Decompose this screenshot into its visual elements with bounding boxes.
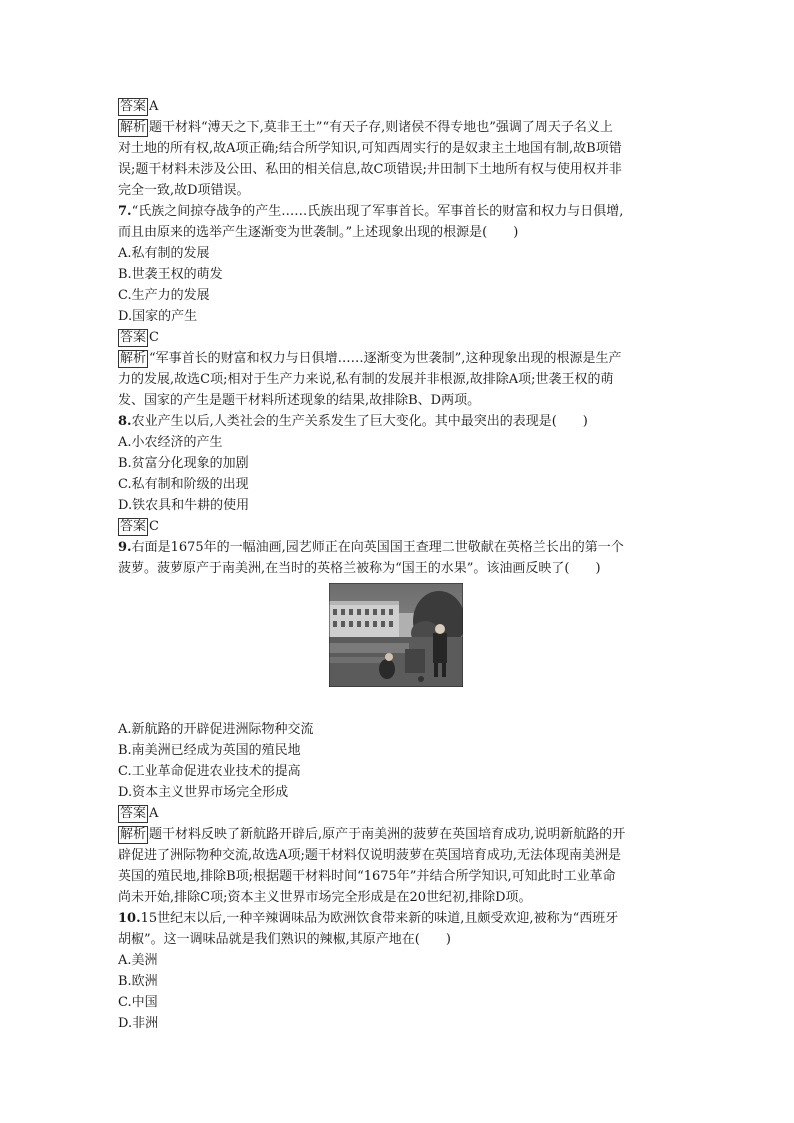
analysis-tag: 解析 bbox=[120, 351, 147, 366]
option-item: B.欧洲 bbox=[118, 974, 158, 989]
answer-value: A bbox=[149, 806, 159, 821]
answer-line bbox=[118, 96, 678, 117]
analysis-line bbox=[118, 180, 678, 201]
answer-line bbox=[118, 803, 678, 824]
option-item: C.私有制和阶级的出现 bbox=[118, 477, 249, 492]
question-text: 右面是1675年的一幅油画,园艺师正在向英国国王查理二世敬献在英格兰长出的第一个 bbox=[131, 540, 624, 555]
option-item: A.新航路的开辟促进洲际物种交流 bbox=[118, 722, 314, 737]
option-item: D.国家的产生 bbox=[118, 309, 198, 324]
option-item: A.美洲 bbox=[118, 953, 158, 968]
answer-value: A bbox=[149, 99, 159, 114]
option-item: C.中国 bbox=[118, 995, 158, 1010]
analysis-line bbox=[118, 824, 678, 845]
option-item: B.世袭王权的萌发 bbox=[118, 267, 223, 282]
option-item: D.资本主义世界市场完全形成 bbox=[118, 785, 289, 800]
answer-value: C bbox=[149, 330, 159, 345]
option-item: A.小农经济的产生 bbox=[118, 435, 223, 450]
option-item: B.南美洲已经成为英国的殖民地 bbox=[118, 743, 301, 758]
answer-tag: 答案 bbox=[120, 99, 147, 114]
analysis-line bbox=[118, 348, 678, 369]
option-item: C.生产力的发展 bbox=[118, 288, 210, 303]
question-line bbox=[118, 537, 678, 558]
analysis-line bbox=[118, 866, 678, 887]
analysis-text: 完全一致,故D项错误。 bbox=[118, 183, 250, 198]
analysis-text: 题干材料反映了新航路开辟后,原产于南美洲的菠萝在英国培育成功,说明新航路的开 bbox=[149, 827, 626, 842]
analysis-text: “军事首长的财富和权力与日俱增……逐渐变为世袭制”,这种现象出现的根源是生产 bbox=[149, 351, 622, 366]
question-text: 15世纪末以后,一种辛辣调味品为欧洲饮食带来新的味道,且颇受欢迎,被称为“西班牙 bbox=[140, 911, 619, 926]
question-text: “氏族之间掠夺战争的产生……氏族出现了军事首长。军事首长的财富和权力与日俱增, bbox=[131, 204, 624, 219]
question-line bbox=[118, 929, 678, 950]
option-item: B.贫富分化现象的加剧 bbox=[118, 456, 249, 471]
analysis-tag: 解析 bbox=[120, 827, 147, 842]
analysis-text: 英国的殖民地,排除B项;根据题干材料时间“1675年”并结合所学知识,可知此时工业革命 bbox=[118, 869, 616, 884]
question-line bbox=[118, 411, 678, 432]
option-item: C.工业革命促进农业技术的提高 bbox=[118, 764, 301, 779]
option-item: D.非洲 bbox=[118, 1016, 159, 1031]
question-number: 7. bbox=[118, 204, 132, 219]
option-item: D.铁农具和牛耕的使用 bbox=[118, 498, 250, 513]
analysis-line bbox=[118, 117, 678, 138]
option-item: A.私有制的发展 bbox=[118, 246, 210, 261]
analysis-text: 辟促进了洲际物种交流,故选A项;题干材料仅说明菠萝在英国培育成功,无法体现南美洲是 bbox=[118, 848, 622, 863]
question-text: 农业产生以后,人类社会的生产关系发生了巨大变化。其中最突出的表现是( ) bbox=[131, 414, 588, 429]
question-line bbox=[118, 558, 678, 579]
question-line bbox=[118, 201, 678, 222]
question-text: 而且由原来的选举产生逐渐变为世袭制。”上述现象出现的根源是( ) bbox=[118, 225, 519, 240]
analysis-text: 误;题干材料未涉及公田、私田的相关信息,故C项错误;井田制下土地所有权与使用权并非 bbox=[118, 162, 622, 177]
answer-tag: 答案 bbox=[120, 330, 147, 345]
answer-tag: 答案 bbox=[120, 519, 147, 534]
document-page bbox=[118, 96, 678, 1034]
figure bbox=[118, 583, 678, 711]
question-text: 菠萝。菠萝原产于南美洲,在当时的英格兰被称为“国王的水果”。该油画反映了( ) bbox=[118, 561, 601, 576]
analysis-line bbox=[118, 159, 678, 180]
question-line bbox=[118, 222, 678, 243]
question-number: 10. bbox=[118, 911, 141, 926]
analysis-line bbox=[118, 845, 678, 866]
analysis-text: 尚未开始,排除C项;资本主义世界市场完全形成是在20世纪初,排除D项。 bbox=[118, 890, 532, 905]
question-text: 胡椒”。这一调味品就是我们熟识的辣椒,其原产地在( ) bbox=[118, 932, 451, 947]
answer-tag: 答案 bbox=[120, 806, 147, 821]
analysis-line bbox=[118, 887, 678, 908]
question-number: 8. bbox=[118, 414, 132, 429]
analysis-text: 对土地的所有权,故A项正确;结合所学知识,可知西周实行的是奴隶主土地国有制,故B项错 bbox=[118, 141, 622, 156]
analysis-text: 发、国家的产生是题干材料所述现象的结果,故排除B、D两项。 bbox=[118, 393, 481, 408]
question-line bbox=[118, 908, 678, 929]
oil-painting-image bbox=[329, 583, 463, 687]
analysis-text: 力的发展,故选C项;相对于生产力来说,私有制的发展并非根源,故排除A项;世袭王权的萌 bbox=[118, 372, 614, 387]
analysis-line bbox=[118, 390, 678, 411]
question-number: 9. bbox=[118, 540, 132, 555]
analysis-line bbox=[118, 369, 678, 390]
analysis-tag: 解析 bbox=[120, 120, 147, 135]
answer-line bbox=[118, 516, 678, 537]
analysis-line bbox=[118, 138, 678, 159]
analysis-text: 题干材料“溥天之下,莫非王土”“有天子存,则诸侯不得专地也”强调了周天子名义上 bbox=[149, 120, 613, 135]
answer-value: C bbox=[149, 519, 159, 534]
answer-line bbox=[118, 327, 678, 348]
